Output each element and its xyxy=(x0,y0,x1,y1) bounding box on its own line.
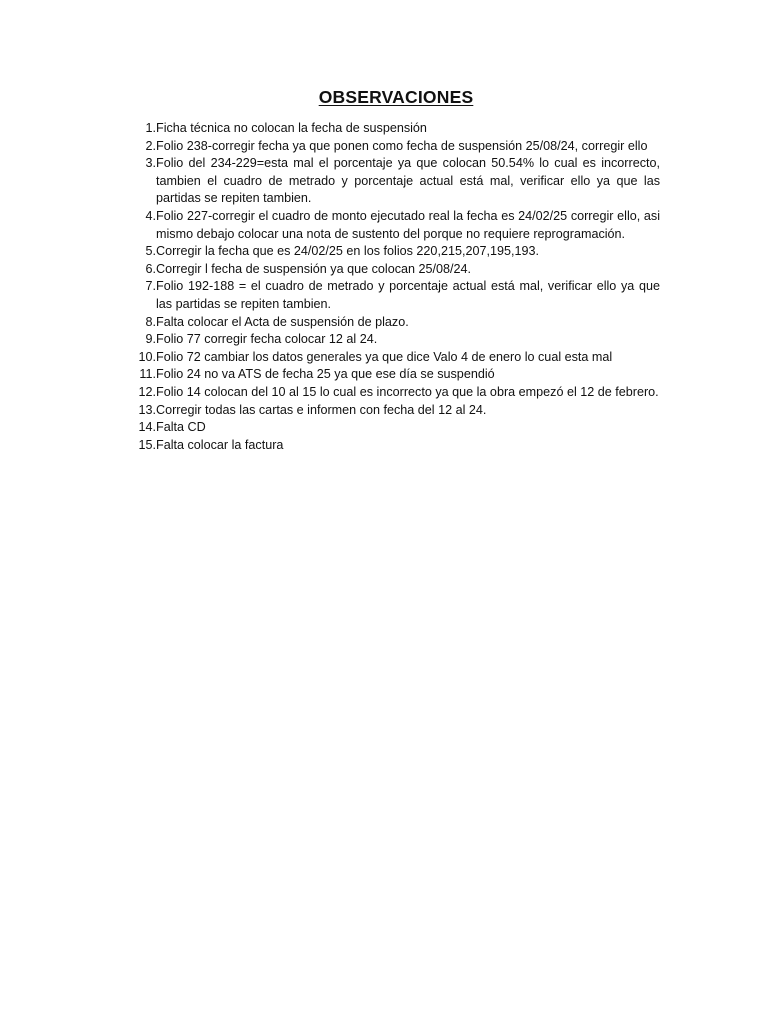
list-item xyxy=(130,384,660,402)
item-text: Folio 77 corregir fecha colocar 12 al 24. xyxy=(156,332,378,347)
list-item xyxy=(130,243,660,261)
item-text: Folio del 234-229=esta mal el porcentaje ya que colocan 50.54% lo cual es incorrecto, tambien el cuadro de metrado y porcentaje actual está mal, verificar ello ya que las partidas se repiten tambien. xyxy=(156,156,660,206)
list-item xyxy=(130,261,660,279)
list-item xyxy=(130,366,660,384)
item-text: Corregir todas las cartas e informen con fecha del 12 al 24. xyxy=(156,402,487,417)
item-number: 5. xyxy=(145,244,156,259)
item-text: Falta CD xyxy=(156,420,206,435)
item-number: 9. xyxy=(145,332,156,347)
item-number: 1. xyxy=(145,121,156,135)
item-text: Falta colocar el Acta de suspensión de plazo. xyxy=(156,314,409,329)
list-item xyxy=(130,120,660,138)
item-text: Corregir l fecha de suspensión ya que colocan 25/08/24. xyxy=(156,261,472,276)
item-number: 15. xyxy=(138,437,156,452)
item-text: Folio 192-188 = el cuadro de metrado y porcentaje actual está mal, verificar ello ya que las partidas se repiten tambien. xyxy=(156,279,660,311)
list-item xyxy=(130,138,660,156)
item-text: Folio 24 no va ATS de fecha 25 ya que ese día se suspendió xyxy=(156,367,495,382)
list-item xyxy=(130,349,660,367)
list-item xyxy=(130,314,660,332)
list-item xyxy=(130,419,660,437)
item-text: Corregir la fecha que es 24/02/25 en los folios 220,215,207,195,193. xyxy=(156,244,539,259)
document-title: OBSERVACIONES xyxy=(318,87,474,107)
item-number: 13. xyxy=(138,402,156,417)
item-number: 11. xyxy=(139,367,156,382)
list-item xyxy=(130,208,660,243)
item-number: 7. xyxy=(145,279,156,294)
item-number: 3. xyxy=(145,156,156,171)
item-text: Ficha técnica no colocan la fecha de suspensión xyxy=(156,121,427,135)
item-number: 6. xyxy=(145,261,156,276)
list-item xyxy=(130,155,660,208)
item-text: Falta colocar la factura xyxy=(156,437,284,452)
item-number: 2. xyxy=(145,138,156,153)
item-text: Folio 14 colocan del 10 al 15 lo cual es incorrecto ya que la obra empezó el 12 de febrero. xyxy=(156,384,659,399)
list-item xyxy=(130,437,660,455)
list-item xyxy=(130,331,660,349)
item-text: Folio 72 cambiar los datos generales ya que dice Valo 4 de enero lo cual esta mal xyxy=(156,349,613,364)
item-number: 4. xyxy=(145,208,156,223)
item-number: 12. xyxy=(138,384,156,399)
item-text: Folio 227-corregir el cuadro de monto ejecutado real la fecha es 24/02/25 corregir ello, asi mismo debajo colocar una nota de sustento del porque no requiere reprogramación. xyxy=(156,208,660,241)
item-number: 8. xyxy=(145,314,156,329)
list-item xyxy=(130,278,660,313)
observations-list xyxy=(130,120,660,454)
item-number: 14. xyxy=(138,420,156,435)
item-number: 10. xyxy=(138,349,156,364)
item-text: Folio 238-corregir fecha ya que ponen como fecha de suspensión 25/08/24, corregir ello xyxy=(156,138,648,153)
list-item xyxy=(130,402,660,420)
